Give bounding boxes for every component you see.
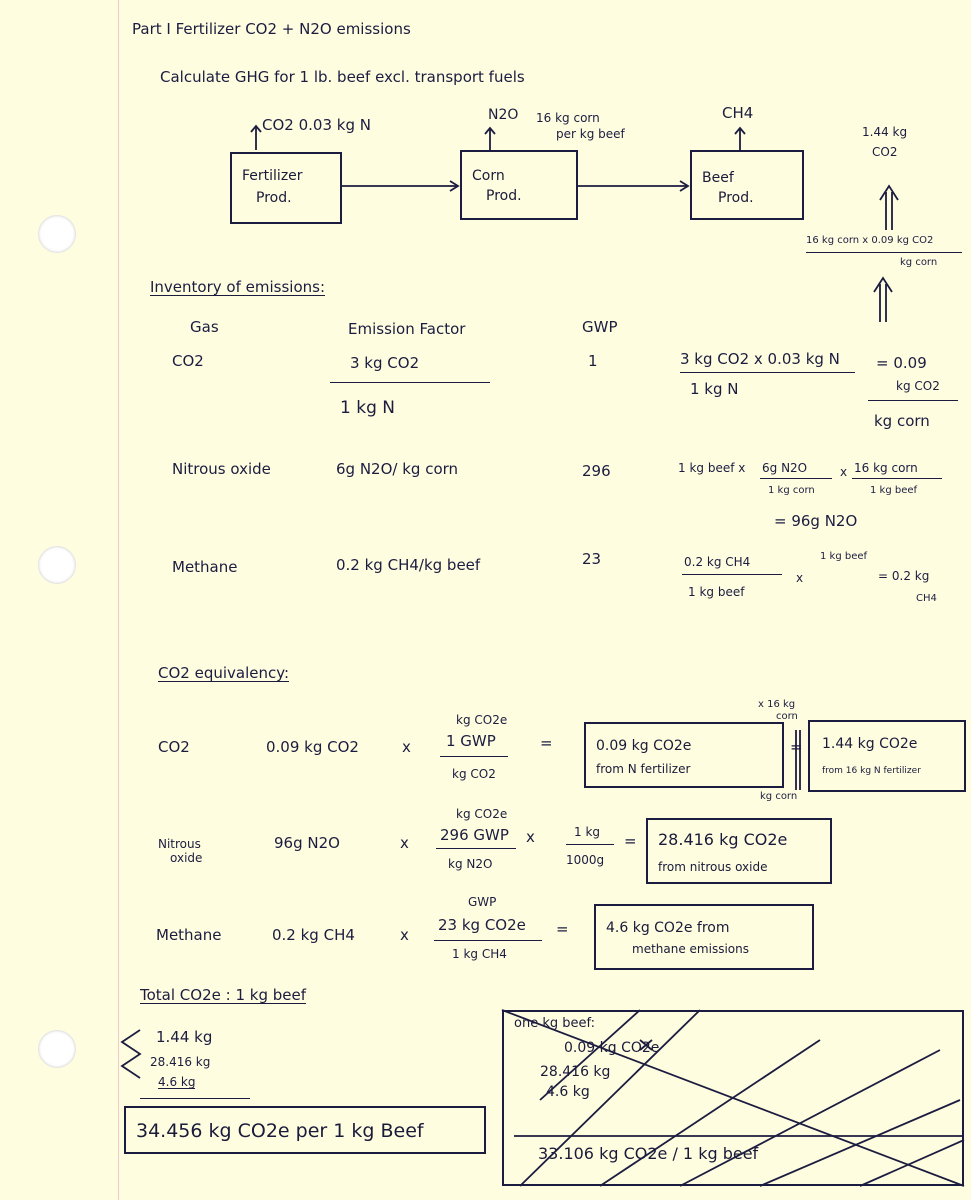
- corn-prod-box: Corn Prod.: [460, 150, 578, 220]
- eq-n2o-result-box: 28.416 kg CO2e from nitrous oxide: [646, 818, 832, 884]
- inv-co2-calc-den: 1 kg N: [690, 380, 739, 398]
- inv-ch4-ef: 0.2 kg CH4/kg beef: [336, 556, 481, 574]
- inv-co2-result: = 0.09: [876, 354, 927, 372]
- beef-prod-box: Beef Prod.: [690, 150, 804, 220]
- eq-n2o-amount: 96g N2O: [274, 834, 340, 852]
- flow-label-n2o: N2O: [488, 107, 519, 123]
- eq-ch4-gas: Methane: [156, 926, 222, 944]
- inv-n2o-ef: 6g N2O/ kg corn: [336, 460, 459, 478]
- inv-ch4-result: = 0.2 kg: [878, 569, 930, 583]
- inv-n2o-gas: Nitrous oxide: [172, 460, 271, 478]
- inv-ch4-gas: Methane: [172, 558, 238, 576]
- fertilizer-prod-box: Fertilizer Prod.: [230, 152, 342, 224]
- equivalency-heading: CO2 equivalency:: [158, 664, 290, 682]
- col-gas: Gas: [190, 318, 219, 336]
- eq-co2-total-box: 1.44 kg CO2e from 16 kg N fertilizer: [808, 720, 966, 792]
- total-heading: Total CO2e : 1 kg beef: [140, 986, 306, 1004]
- inv-n2o-gwp: 296: [582, 462, 611, 480]
- eq-co2-amount: 0.09 kg CO2: [266, 738, 359, 756]
- inv-co2-gwp: 1: [588, 352, 598, 370]
- eq-ch4-factor: 23 kg CO2e: [438, 916, 526, 934]
- col-emission-factor: Emission Factor: [348, 320, 466, 338]
- inv-n2o-calc-a: 1 kg beef x: [678, 461, 746, 475]
- inv-ch4-gwp: 23: [582, 550, 602, 568]
- inv-ch4-calc-num: 0.2 kg CH4: [684, 555, 751, 569]
- eq-co2-gas: CO2: [158, 738, 190, 756]
- inv-n2o-result: = 96g N2O: [774, 512, 858, 530]
- flow-label-corn-per-beef: 16 kg corn: [536, 111, 600, 125]
- part-title: Part I Fertilizer CO2 + N2O emissions: [132, 20, 411, 38]
- col-gwp: GWP: [582, 318, 618, 336]
- inv-co2-gas: CO2: [172, 352, 204, 370]
- eq-co2-result-box: 0.09 kg CO2e from N fertilizer: [584, 722, 784, 788]
- notebook-page: Part I Fertilizer CO2 + N2O emissions Calculate GHG for 1 lb. beef excl. transport fuels Fertilizer Prod. Corn Prod. Beef Prod. CO2 0.03 kg N N2O 16 kg corn per kg beef CH4 1.44 kg CO2 16 kg corn x 0.09 kg CO2 kg corn Inventory of emissions: Gas Emission Factor GWP CO2 3 kg CO2 1 kg N 1 3 kg CO2 x 0.03 kg N 1 kg N = 0.09 kg CO2 kg corn Nitrous oxide 6g N2O/ kg corn 296 1 kg beef x 6g N2O 1 kg corn x 16 kg corn 1 kg beef = 96g N2O Methane 0.2 kg CH4/kg beef 23 0.2 kg CH4 1 kg beef x 1 kg beef = 0.2 kg CH4 CO2 equivalency: CO2 0.09 kg CO2 x kg CO2e 1 GWP kg CO2 = 0.09 kg CO2e from N fertilizer x 16 kg corn kg corn = 1.44 kg CO2e from 16 kg N fertilizer Nitrous oxide 96g N2O x kg CO2e 296 GWP kg N2O x 1 kg 1000g = 28.416 kg CO2e from nitrous oxide Methane 0.2 kg CH4 x GWP 23 kg CO2e 1 kg CH4 = 4.6 kg CO2e from methane emissions Total CO2e : 1 kg beef 1.44 kg 28.416 kg 4.6 kg 34.456 kg CO2e per 1 kg Beef one kg beef: 0.09 kg CO2e 28.416 kg 4.6 kg 33.106 kg CO2e / 1 kg beef: [0, 0, 971, 1200]
- eq-ch4-result-box: 4.6 kg CO2e from methane emissions: [594, 904, 814, 970]
- eq-n2o-gwp: 296 GWP: [440, 826, 509, 844]
- eq-co2-gwp: 1 GWP: [446, 732, 496, 750]
- side-calc: 16 kg corn x 0.09 kg CO2: [806, 235, 934, 246]
- calc-title: Calculate GHG for 1 lb. beef excl. transport fuels: [160, 68, 525, 86]
- inv-co2-ef-den: 1 kg N: [340, 398, 395, 418]
- inv-co2-calc-num: 3 kg CO2 x 0.03 kg N: [680, 350, 840, 368]
- eq-co2-multiplier: x 16 kg: [758, 699, 796, 710]
- inventory-heading: Inventory of emissions:: [150, 278, 325, 296]
- side-value: 1.44 kg: [862, 125, 908, 139]
- eq-ch4-amount: 0.2 kg CH4: [272, 926, 355, 944]
- total-v2: 28.416 kg: [150, 1055, 211, 1069]
- total-result-box: 34.456 kg CO2e per 1 kg Beef: [124, 1106, 486, 1154]
- total-v3: 4.6 kg: [158, 1075, 196, 1089]
- crossed-out-box: one kg beef: 0.09 kg CO2e 28.416 kg 4.6 kg 33.106 kg CO2e / 1 kg beef: [502, 1010, 964, 1186]
- inv-co2-ef-num: 3 kg CO2: [350, 354, 420, 372]
- flow-label-co2: CO2 0.03 kg N: [262, 116, 371, 134]
- flow-label-ch4: CH4: [722, 104, 754, 122]
- total-v1: 1.44 kg: [156, 1028, 213, 1046]
- eq-n2o-gas: Nitrous: [158, 837, 201, 851]
